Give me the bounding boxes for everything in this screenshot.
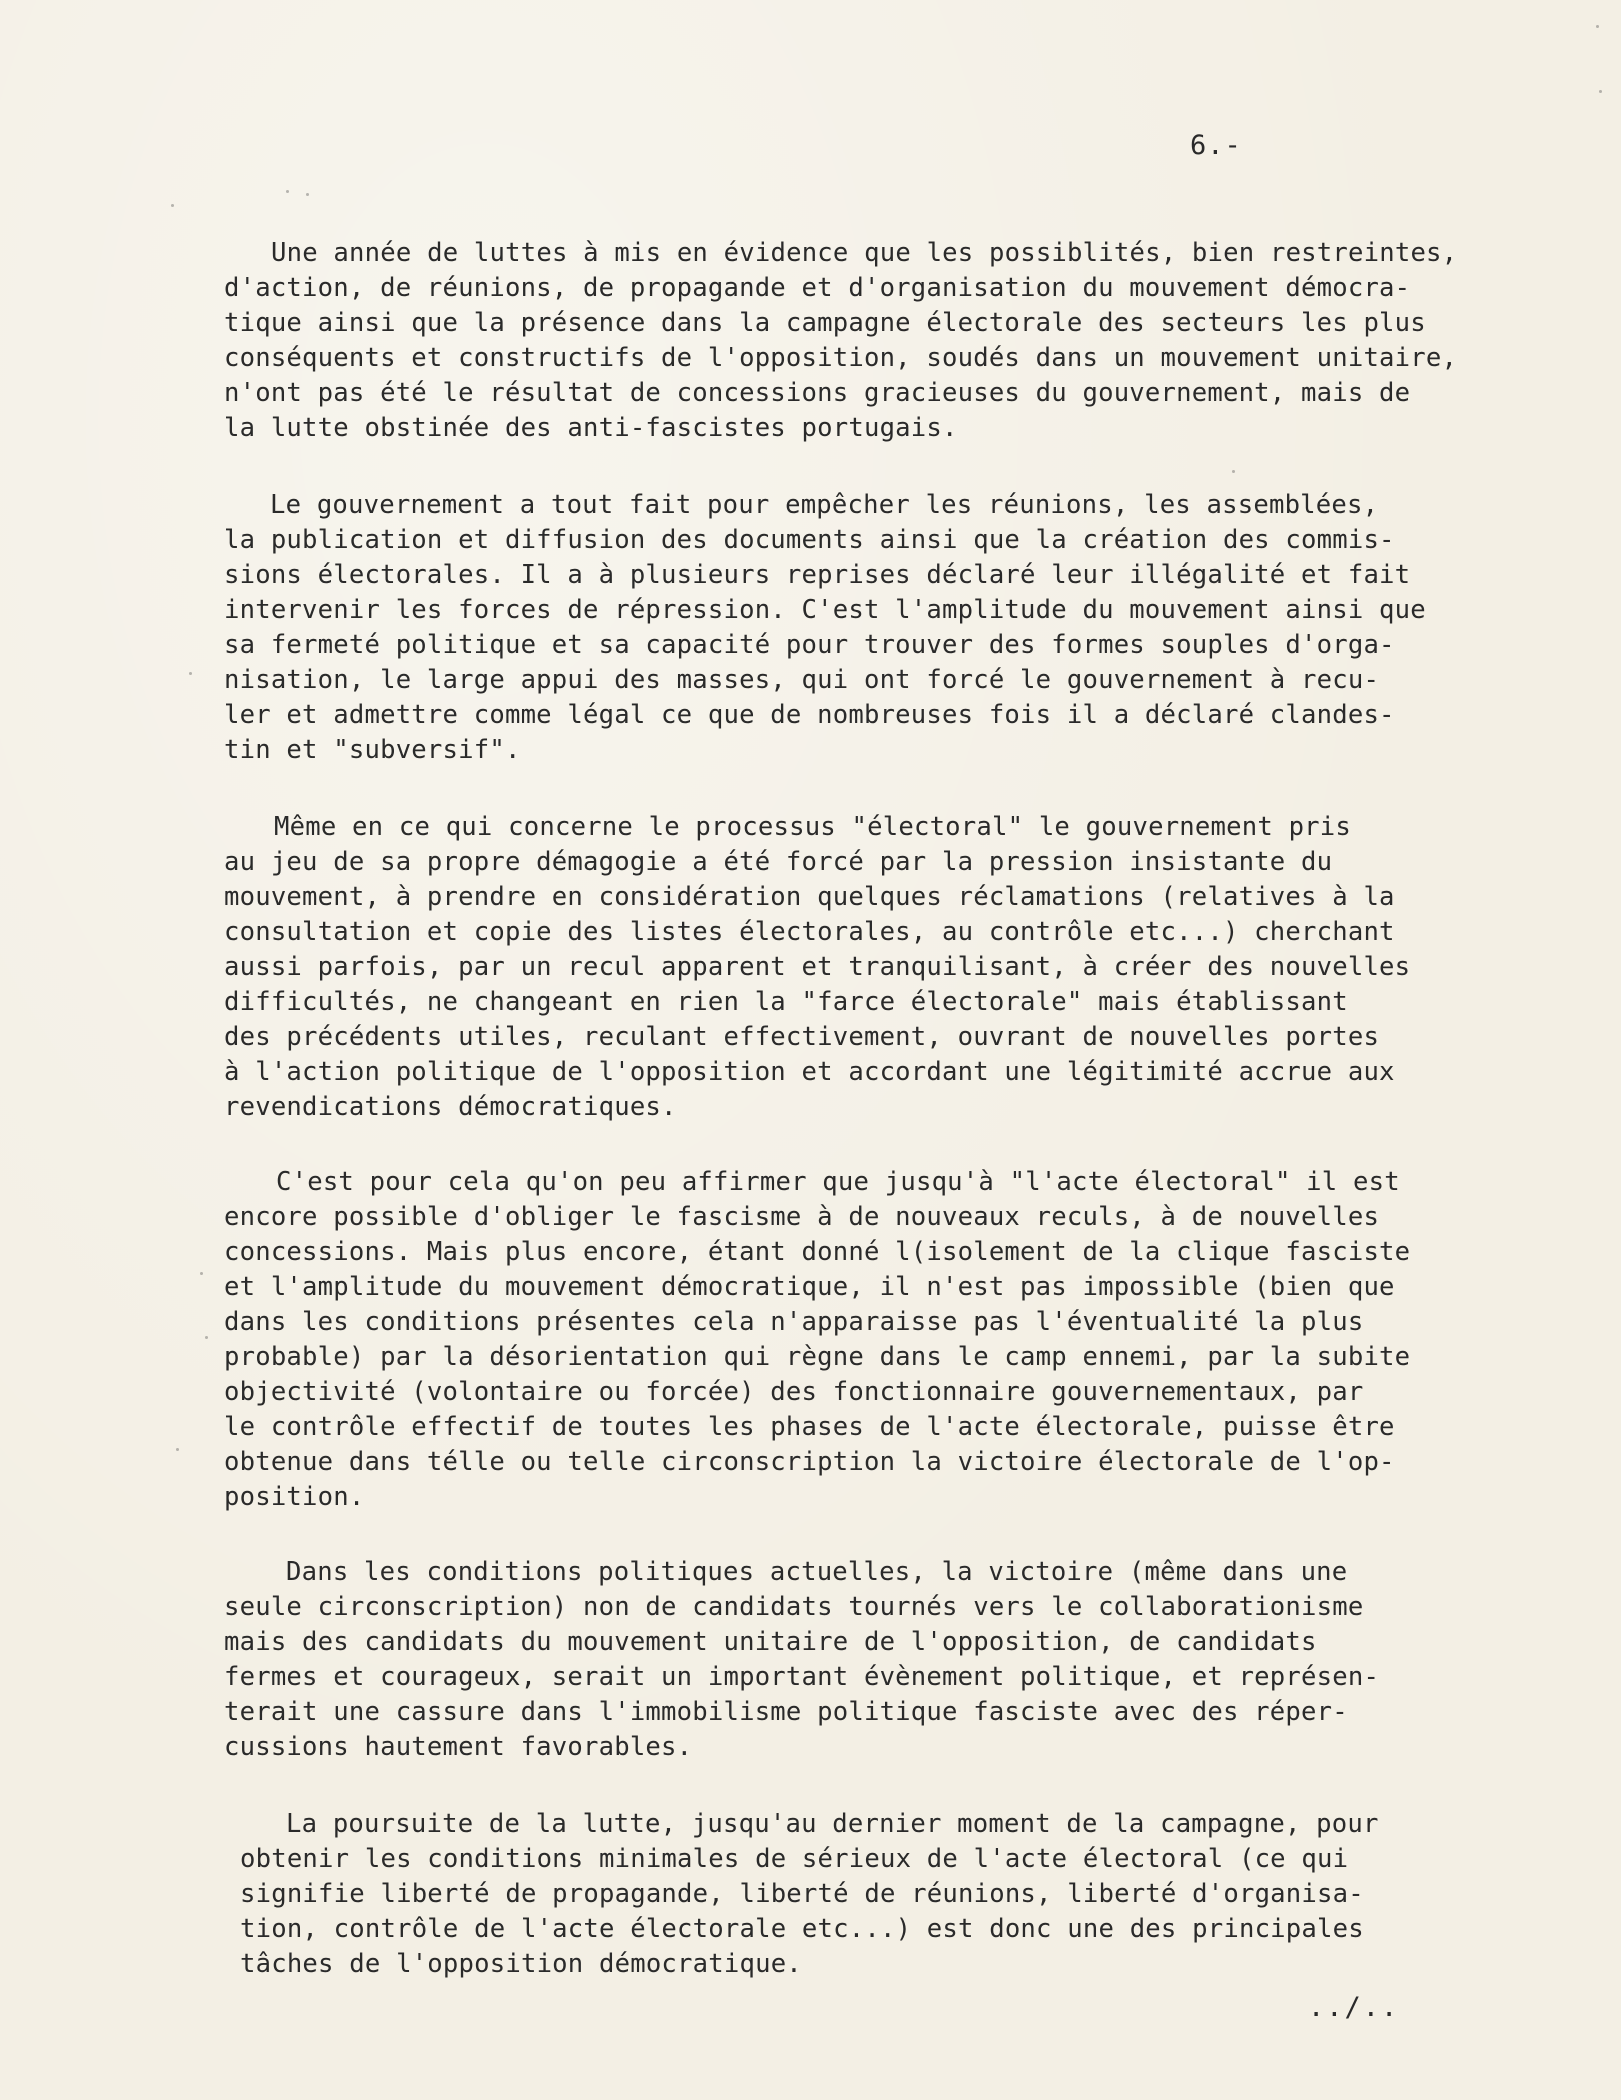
text-line: Le gouvernement a tout fait pour empêcher les réunions, les assemblées,	[270, 490, 1379, 520]
text-line: tâches de l'opposition démocratique.	[240, 1949, 802, 1979]
text-line: et l'amplitude du mouvement démocratique, il n'est pas impossible (bien que	[224, 1272, 1395, 1302]
ink-speck	[1596, 25, 1599, 28]
text-line: difficultés, ne changeant en rien la "farce électorale" mais établissant	[224, 987, 1348, 1017]
text-line: objectivité (volontaire ou forcée) des fonctionnaire gouvernementaux, par	[224, 1377, 1364, 1407]
text-line: des précédents utiles, reculant effectivement, ouvrant de nouvelles portes	[224, 1022, 1380, 1052]
ink-speck	[205, 1336, 208, 1339]
text-line: encore possible d'obliger le fascisme à de nouveaux reculs, à de nouvelles	[224, 1202, 1380, 1232]
text-line: d'action, de réunions, de propagande et d'organisation du mouvement démocra-	[224, 273, 1411, 303]
ink-speck	[306, 193, 309, 196]
text-line: consultation et copie des listes électorales, au contrôle etc...) cherchant	[224, 917, 1395, 947]
text-line: sa fermeté politique et sa capacité pour trouver des formes souples d'orga-	[224, 630, 1395, 660]
text-line: signifie liberté de propagande, liberté de réunions, liberté d'organisa-	[240, 1879, 1364, 1909]
text-line: La poursuite de la lutte, jusqu'au dernier moment de la campagne, pour	[286, 1809, 1379, 1839]
text-line: la lutte obstinée des anti-fascistes portugais.	[224, 413, 958, 443]
text-line: au jeu de sa propre démagogie a été forcé par la pression insistante du	[224, 847, 1333, 877]
text-line: C'est pour cela qu'on peu affirmer que jusqu'à "l'acte électoral" il est	[276, 1167, 1400, 1197]
ink-speck	[171, 204, 174, 207]
ink-speck	[286, 190, 289, 193]
text-line: position.	[224, 1482, 365, 1512]
ink-speck	[200, 1272, 203, 1275]
ink-speck	[1599, 90, 1602, 93]
page-number: 6.-	[1190, 130, 1242, 161]
paragraph-3	[224, 810, 1464, 1125]
continuation-mark: ../..	[1308, 1992, 1400, 2023]
text-line: sions électorales. Il a à plusieurs reprises déclaré leur illégalité et fait	[224, 560, 1411, 590]
paragraph-1	[224, 236, 1464, 446]
text-line: Même en ce qui concerne le processus "électoral" le gouvernement pris	[274, 812, 1352, 842]
text-line: mais des candidats du mouvement unitaire de l'opposition, de candidats	[224, 1627, 1317, 1657]
text-line: fermes et courageux, serait un important évènement politique, et représen-	[224, 1662, 1380, 1692]
ink-speck	[176, 1448, 179, 1451]
text-line: ler et admettre comme légal ce que de nombreuses fois il a déclaré clandes-	[224, 700, 1395, 730]
text-line: seule circonscription) non de candidats tournés vers le collaborationisme	[224, 1592, 1364, 1622]
paragraph-2	[224, 488, 1464, 768]
text-line: à l'action politique de l'opposition et accordant une légitimité accrue aux	[224, 1057, 1395, 1087]
text-line: tin et "subversif".	[224, 735, 521, 765]
text-line: tion, contrôle de l'acte électorale etc...) est donc une des principales	[240, 1914, 1364, 1944]
text-line: le contrôle effectif de toutes les phases de l'acte électorale, puisse être	[224, 1412, 1395, 1442]
text-line: aussi parfois, par un recul apparent et tranquilisant, à créer des nouvelles	[224, 952, 1411, 982]
paragraph-5	[224, 1555, 1464, 1765]
text-line: dans les conditions présentes cela n'apparaisse pas l'éventualité la plus	[224, 1307, 1364, 1337]
text-line: concessions. Mais plus encore, étant donné l(isolement de la clique fasciste	[224, 1237, 1411, 1267]
text-line: Dans les conditions politiques actuelles, la victoire (même dans une	[286, 1557, 1348, 1587]
text-line: Une année de luttes à mis en évidence que les possiblités, bien restreintes,	[271, 238, 1458, 268]
text-line: conséquents et constructifs de l'opposition, soudés dans un mouvement unitaire,	[224, 343, 1458, 373]
text-line: intervenir les forces de répression. C'est l'amplitude du mouvement ainsi que	[224, 595, 1426, 625]
text-line: obtenir les conditions minimales de sérieux de l'acte électoral (ce qui	[240, 1844, 1349, 1874]
ink-speck	[1232, 470, 1235, 473]
paragraph-4	[224, 1165, 1464, 1515]
text-line: nisation, le large appui des masses, qui ont forcé le gouvernement à recu-	[224, 665, 1380, 695]
text-line: revendications démocratiques.	[224, 1092, 677, 1122]
text-line: mouvement, à prendre en considération quelques réclamations (relatives à la	[224, 882, 1395, 912]
ink-speck	[189, 672, 192, 675]
paragraph-6	[224, 1807, 1464, 1982]
text-line: tique ainsi que la présence dans la campagne électorale des secteurs les plus	[224, 308, 1426, 338]
text-line: probable) par la désorientation qui règne dans le camp ennemi, par la subite	[224, 1342, 1411, 1372]
text-line: cussions hautement favorables.	[224, 1732, 693, 1762]
text-line: terait une cassure dans l'immobilisme politique fasciste avec des réper-	[224, 1697, 1348, 1727]
text-line: n'ont pas été le résultat de concessions gracieuses du gouvernement, mais de	[224, 378, 1411, 408]
text-line: la publication et diffusion des documents ainsi que la création des commis-	[224, 525, 1395, 555]
text-line: obtenue dans télle ou telle circonscription la victoire électorale de l'op-	[224, 1447, 1395, 1477]
